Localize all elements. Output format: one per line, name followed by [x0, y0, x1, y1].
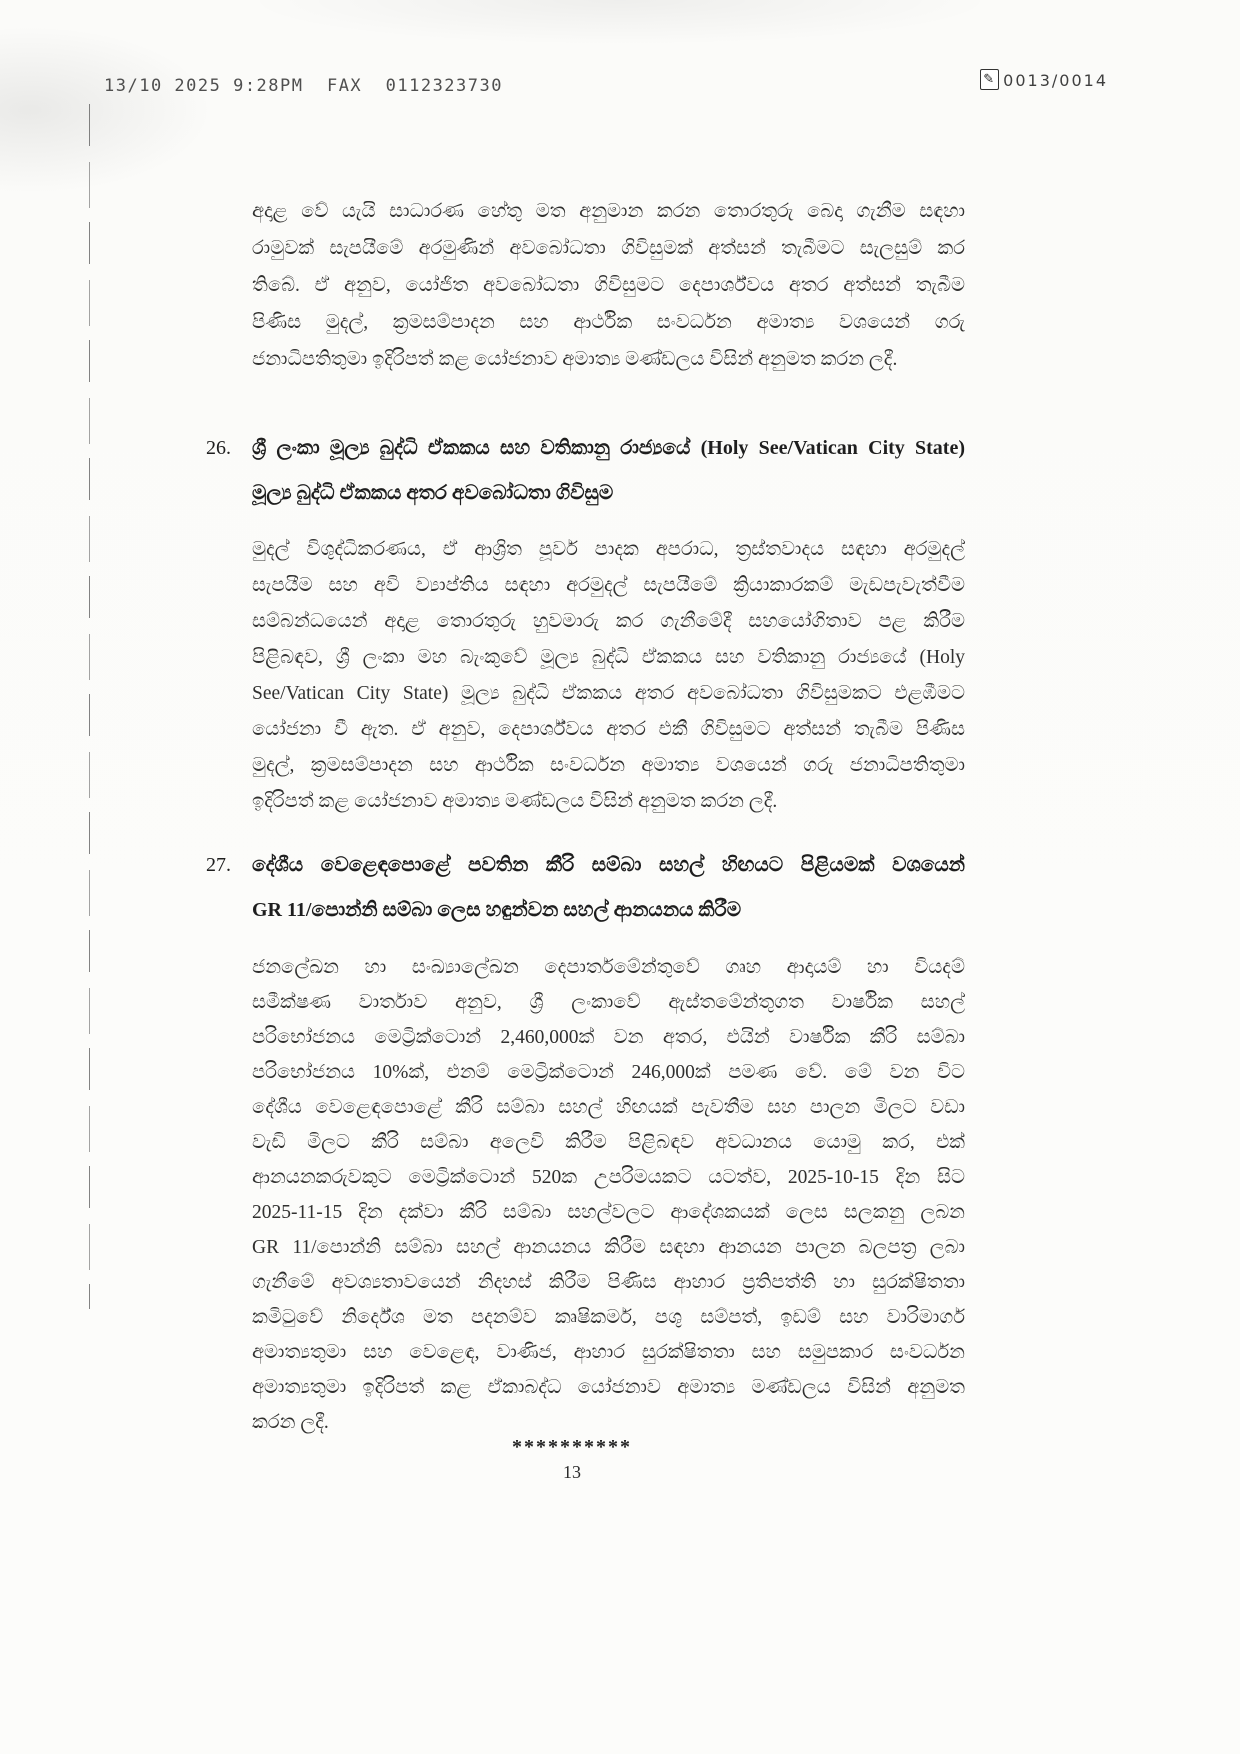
paragraph-line: කරන ලදී.	[252, 1412, 329, 1433]
paragraph-line: පිණිස මුදල්, ක්‍රමසම්පාදන සහ ආර්ථික සංවර්ධන අමාත්‍ය වශයෙන් ගරු	[252, 312, 965, 333]
paragraph-line: දේශීය වෙළෙඳපොළේ කීරි සම්බා සහල් හිඟයක් පැවතීම සහ පාලන මිලට වඩා	[252, 1097, 965, 1118]
paragraph-line: ජනාධිපතිතුමා ඉදිරිපත් කළ යෝජනාව අමාත්‍ය මණ්ඩලය විසින් අනුමත කරන ලදී.	[252, 349, 898, 370]
heading-line: ශ්‍රී ලංකා මූල්‍ය බුද්ධි ඒකකය සහ වතිකානු රාජ්‍යයේ (Holy See/Vatican City State)	[252, 437, 965, 459]
paragraph-line: සමීක්ෂණ වාර්තාව අනුව, ශ්‍රී ලංකාවේ ඇස්තමේන්තුගත වාර්ෂික සහල්	[252, 992, 965, 1013]
pencil-page-icon: ✎	[980, 69, 999, 90]
heading-line: මූල්‍ය බුද්ධි ඒකකය අතර අවබෝධතා ගිවිසුම	[252, 482, 614, 504]
item-27-body	[252, 950, 965, 1440]
paragraph-line: මුදල් විශුද්ධිකරණය, ඒ ආශ්‍රිත පූර්ව පාදක අපරාධ, ත්‍රස්තවාදය සඳහා අරමුදල්	[252, 539, 965, 560]
scan-margin-line	[89, 104, 90, 1309]
paragraph-line: ජනලේඛන හා සංඛ්‍යාලේඛන දෙපාර්තමේන්තුවේ ගෘහ ආදායම් හා වියදම්	[252, 957, 965, 978]
paragraph-line: සම්බන්ධයෙන් අදාළ තොරතුරු හුවමාරු කර ගැනීමේදී සහයෝගිතාව පළ කිරීම	[252, 611, 965, 632]
fax-page-counter-value: 0013/0014	[1003, 71, 1108, 90]
paragraph-line: ආනයනකරුවකුට මෙට්‍රික්ටොන් 520ක උපරිමයකට යටත්ව, 2025-10-15 දින සිට	[252, 1167, 965, 1188]
paragraph-line: See/Vatican City State) මූල්‍ය බුද්ධි ඒකකය අතර අවබෝධතා ගිවිසුමකට එළඹීමට	[252, 683, 965, 704]
paragraph-line: කමිටුවේ නිර්දේශ මත පදනම්ව කෘෂිකර්ම, පශු සම්පත්, ඉඩම් සහ වාරිමාර්ග	[252, 1307, 965, 1328]
paragraph-line: පරිභෝජනය මෙට්‍රික්ටොන් 2,460,000ක් වන අතර, එයින් වාර්ෂික කීරි සම්බා	[252, 1027, 965, 1048]
separator-stars: **********	[512, 1436, 632, 1458]
paragraph-line: ඉදිරිපත් කළ යෝජනාව අමාත්‍ය මණ්ඩලය විසින් අනුමත කරන ලදී.	[252, 791, 778, 812]
paragraph-line: ගැනීමේ අවශ්‍යතාවයෙන් නිදහස් කිරීම පිණිස ආහාර ප්‍රතිපත්ති හා සුරක්ෂිතතා	[252, 1272, 965, 1293]
paragraph-line: යෝජනා වී ඇත. ඒ අනුව, දෙපාර්ශ්වය අතර එකී ගිවිසුමට අත්සන් තැබීම පිණිස	[252, 719, 965, 740]
paragraph-line: අමාත්‍යතුමා ඉදිරිපත් කළ ඒකාබද්ධ යෝජනාව අමාත්‍ය මණ්ඩලය විසින් අනුමත	[252, 1377, 965, 1398]
heading-line: GR 11/පොන්නි සම්බා ලෙස හඳුන්වන සහල් ආනයනය කිරීම	[252, 899, 742, 921]
item-26-body	[252, 532, 965, 820]
paragraph-line: 2025-11-15 දින දක්වා කීරි සම්බා සහල්වලට ආදේශකයක් ලෙස සලකනු ලබන	[252, 1202, 965, 1223]
page-number: 13	[563, 1462, 581, 1482]
paragraph-line: පරිභෝජනය 10%ක්, එනම් මෙට්‍රික්ටොන් 246,000ක් පමණ වේ. මේ වන විට	[252, 1062, 965, 1083]
item-26-heading	[252, 426, 965, 516]
intro-paragraph	[252, 193, 965, 378]
item-27-heading	[252, 843, 965, 933]
paragraph-line: පිළිබඳව, ශ්‍රී ලංකා මහ බැංකුවේ මූල්‍ය බුද්ධි ඒකකය සහ වතිකානු රාජ්‍යයේ (Holy	[252, 647, 965, 668]
item-27-number: 27.	[206, 854, 231, 876]
paragraph-line: රාමුවක් සැපයීමේ අරමුණින් අවබෝධතා ගිවිසුමක් අත්සන් තැබීමට සැලසුම් කර	[252, 238, 965, 259]
item-26-number: 26.	[206, 437, 231, 459]
fax-header-datetime: 13/10 2025 9:28PM FAX 0112323730	[104, 76, 503, 96]
paragraph-line: අදාළ වේ යැයි සාධාරණ හේතු මත අනුමාන කරන තොරතුරු බෙදා ගැනීම සඳහා	[252, 201, 965, 222]
paragraph-line: GR 11/පොන්නි සම්බා සහල් ආනයනය කිරීම සඳහා ආනයන පාලන බලපත්‍ර ලබා	[252, 1237, 965, 1258]
fax-page-counter	[980, 70, 1108, 91]
paragraph-line: සැපයීම සහ අවි ව්‍යාප්තිය සඳහා අරමුදල් සැපයීමේ ක්‍රියාකාරකම් මැඩපැවැත්වීම	[252, 575, 965, 596]
paragraph-line: මුදල්, ක්‍රමසම්පාදන සහ ආර්ථික සංවර්ධන අමාත්‍ය වශයෙන් ගරු ජනාධිපතිතුමා	[252, 755, 965, 776]
paragraph-line: තිබේ. ඒ අනුව, යෝජිත අවබෝධතා ගිවිසුමට දෙපාර්ශ්වය අතර අත්සන් තැබීම	[252, 275, 965, 296]
paragraph-line: අමාත්‍යතුමා සහ වෙළෙඳ, වාණිජ, ආහාර සුරක්ෂිතතා සහ සමුපකාර සංවර්ධන	[252, 1342, 965, 1363]
paragraph-line: වැඩි මිලට කීරි සම්බා අලෙවි කිරීම පිළිබඳව අවධානය යොමු කර, එක්	[252, 1132, 965, 1153]
heading-line: දේශීය වෙළෙඳපොළේ පවතින කීරි සම්බා සහල් හිඟයට පිළියමක් වශයෙන්	[252, 854, 965, 876]
